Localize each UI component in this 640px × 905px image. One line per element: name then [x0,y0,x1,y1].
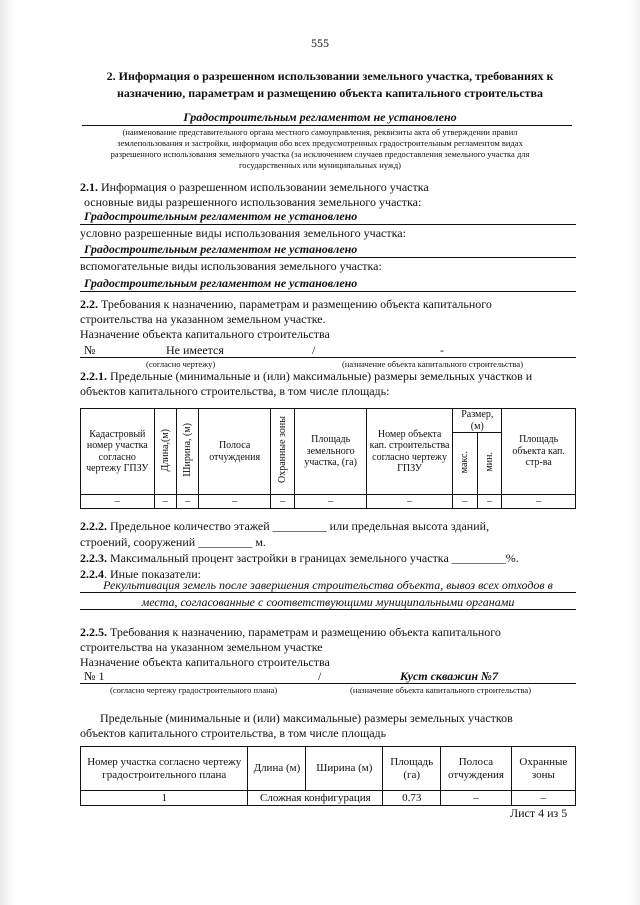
s22-underline [80,357,576,358]
limits-line-1: Предельные (минимальные и (или) максимальные) размеры земельных участков [100,711,513,725]
s21-main-label: основные виды разрешенного использования земельного участка: [84,195,422,209]
cell-strip: – [441,791,512,806]
s225-line-2: строительства на указанном земельном участке [80,640,323,654]
th2-length: Длина (м) [248,747,306,791]
th2-strip: Полоса отчуждения [441,747,512,791]
th-width: Ширина, (м) [177,409,199,495]
s225-caption-left: (согласно чертежу градостроительного плана) [110,685,278,695]
reglament-note [70,127,570,171]
s225-purpose-label: Назначение объекта капитального строительства [80,655,330,669]
s21-cond-value: Градостроительным регламентом не установлено [84,242,358,256]
s225-slash: / [318,669,322,683]
heading-line-2: назначению, параметрам и размещению объекта капитального строительства [116,86,544,100]
th2-zones: Охранные зоны [511,747,575,791]
page-number: 555 [311,36,329,50]
s21-aux-label: вспомогательные виды использования земельного участка: [80,259,382,273]
s22-line-1: Требования к назначению, параметрам и размещению объекта капитального [98,297,492,311]
note-line-3: разрешенного использования земельного участка (за исключением случаев предоставления земельного участка для [110,149,530,159]
cell-area: 0.73 [383,791,441,806]
cell-zones: – [511,791,575,806]
s225-no-value: № 1 [84,669,105,683]
s223-number: 2.2.3. [80,551,107,565]
s225-underline [80,683,576,684]
plot-parameters-table [80,746,576,806]
s224-underline-1 [80,592,576,593]
reglament-underline [82,125,572,126]
s22-caption-left: (согласно чертежу) [146,359,216,369]
s22-no-value: Не имеется [166,343,224,357]
s21-aux-underline [80,291,576,292]
th-size: Размер, (м) [453,409,502,433]
s21-main-value: Градостроительным регламентом не установлено [84,209,358,223]
th-length: Длина,(м) [154,409,176,495]
cell-plot-number: 1 [81,791,248,806]
th-object-area: Площадь объекта кап. стр-ва [502,409,576,495]
s222-line-2: строений, сооружений _________ м. [80,535,266,549]
s225-text [80,625,501,670]
s222-number: 2.2.2. [80,519,107,533]
th-min: мин. [477,433,502,495]
size-limits-table [80,408,576,509]
s21-title-text: Информация о разрешенном использовании земельного участка [98,180,429,194]
table-row: – – – – – – – – – – [81,495,576,509]
s221-line-1: Предельные (минимальные и (или) максимальные) размеры земельных участков и [107,369,533,383]
th2-width: Ширина (м) [306,747,383,791]
s22-number: 2.2. [80,297,98,311]
th-max: макс. [453,433,478,495]
s21-main-underline [80,224,576,225]
section-heading [60,68,600,102]
s22-slash: / [312,343,316,357]
s223-text: Максимальный процент застройки в границах земельного участка _________%. [107,551,519,565]
s21-aux-value: Градостроительным регламентом не установлено [84,276,358,290]
s224-value-line-1: Рекультивация земель после завершения строительства объекта, вывоз всех отходов в [103,578,553,592]
s21-cond-label: условно разрешенные виды использования земельного участка: [80,226,406,240]
s225-line-1: Требования к назначению, параметрам и размещению объекта капитального [107,625,501,639]
s21-cond-underline [80,257,576,258]
heading-line-1: 2. Информация о разрешенном использовании земельного участка, требованиях к [106,69,554,83]
th-zones: Охранные зоны [270,409,295,495]
note-line-1: (наименование представительного органа местного самоуправления, реквизиты акта об утверждении правил [122,127,518,137]
s22-caption-right: (назначение объекта капитального строительства) [342,359,524,369]
s221-number: 2.2.1. [80,369,107,383]
s21-title [80,180,429,195]
s221-line-2: объектов капитального строительства, в том числе площадь: [80,384,390,398]
s22-text [80,297,492,342]
sheet-number: Лист 4 из 5 [510,806,568,820]
s224-number: 2.2.4 [80,567,104,581]
note-line-2: землепользования и застройки, информация обо всех предусмотренных градостроительным регламентом видах [117,138,523,148]
s224-value-line-2: места, согласованные с соответствующими муниципальными органами [141,595,515,609]
note-line-4: государственных или муниципальных нужд) [238,160,402,170]
s224-underline-2 [80,609,576,610]
limits-line-2: объектов капитального строительства, в том числе площадь [80,726,387,740]
s225-object-value: Куст скважин №7 [400,669,499,683]
th2-plot-number: Номер участка согласно чертежу градостроительного плана [81,747,248,791]
th2-area: Площадь (га) [383,747,441,791]
s224-label: . Иные показатели: [104,567,201,581]
s21-number: 2.1. [80,180,98,194]
s225-caption-right: (назначение объекта капитального строительства) [350,685,532,695]
cell-dimensions: Сложная конфигурация [248,791,383,806]
s222-text [80,518,519,582]
s222-line-1: Предельное количество этажей _________ или предельная высота зданий, [107,519,490,533]
th-strip: Полоса отчуждения [199,409,270,495]
reglament-value: Градостроительным регламентом не установлено [183,110,457,124]
table-row [81,791,576,806]
s22-no-label: № [84,343,96,357]
s224-value [78,577,578,611]
limits-text [80,711,513,741]
scan-edge-left [0,0,14,905]
s22-dash: - [440,343,444,357]
th-cadastral: Кадастровый номер участка согласно чертежу ГПЗУ [81,409,155,495]
s22-line-2: строительства на указанном земельном участке. [80,312,326,326]
s22-purpose-label: Назначение объекта капитального строительства [80,327,330,341]
scan-edge-right [630,0,640,905]
s221-text [80,369,532,399]
th-object-number: Номер объекта кап. строительства согласно чертежу ГПЗУ [366,409,452,495]
th-area: Площадь земельного участка, (га) [295,409,366,495]
s225-number: 2.2.5. [80,625,107,639]
